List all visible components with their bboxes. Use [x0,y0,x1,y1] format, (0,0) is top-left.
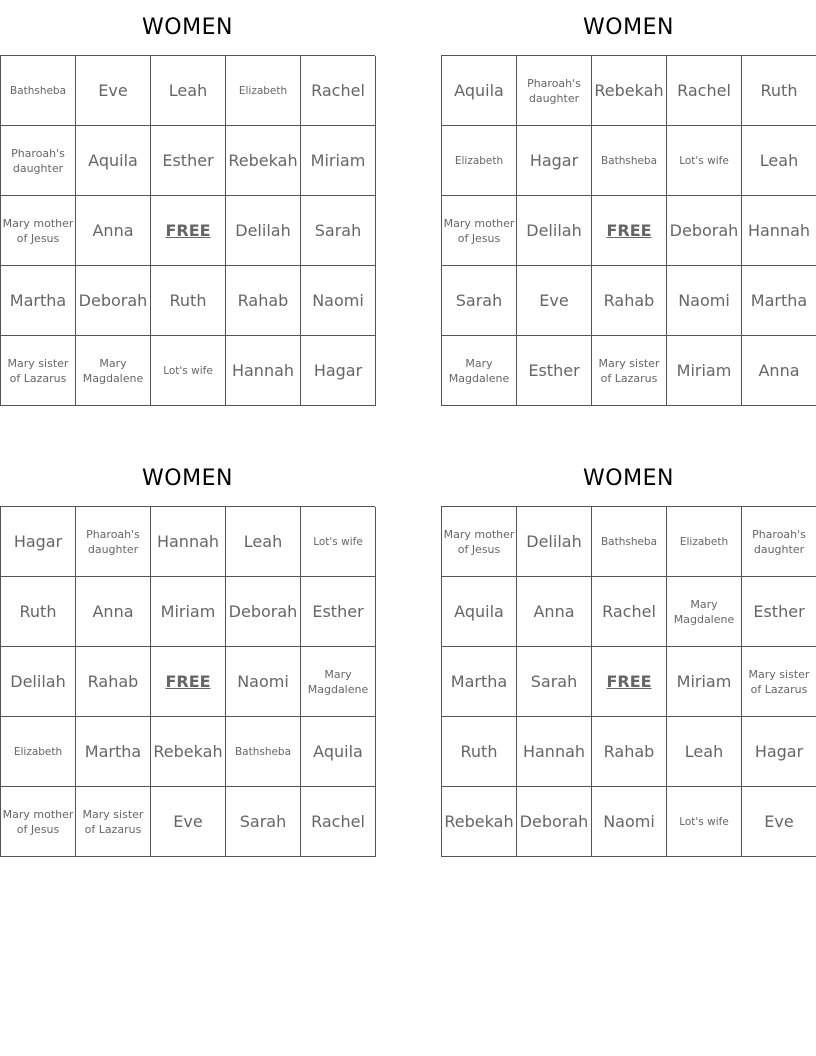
bingo-cell-label: Elizabeth [454,154,504,167]
bingo-cell [517,266,592,336]
bingo-cell-label: Naomi [312,291,364,310]
bingo-cell [592,577,667,647]
bingo-cell-label: Bathsheba [600,535,658,548]
bingo-cell-label: Lot's wife [679,154,729,167]
bingo-cell [76,577,151,647]
free-space-label: FREE [165,221,211,240]
bingo-cell [226,577,301,647]
bingo-cell [226,507,301,577]
bingo-cell [151,336,226,406]
bingo-cell-label: Lot's wife [163,364,213,377]
bingo-cell-label: Anna [758,361,800,380]
card-title: WOMEN [583,15,674,40]
bingo-cell-label: Anna [92,221,134,240]
bingo-cell [442,336,517,406]
bingo-cell [742,126,816,196]
bingo-cell-label: Naomi [678,291,730,310]
free-space [151,196,226,266]
bingo-cell [667,266,742,336]
bingo-cell [76,787,151,857]
bingo-cell-label: Miriam [676,672,732,691]
bingo-cell-label: Aquila [88,151,138,170]
bingo-cell [667,507,742,577]
bingo-cell-label: Miriam [676,361,732,380]
free-space-label: FREE [606,221,652,240]
bingo-cell-label: Sarah [455,291,503,310]
bingo-cell-label: Delilah [235,221,291,240]
bingo-cell-label: Mary mother of Jesus [443,216,515,245]
bingo-cell-label: Elizabeth [13,745,63,758]
bingo-cell [1,56,76,126]
bingo-cell [592,787,667,857]
bingo-cell [76,196,151,266]
bingo-cell [592,336,667,406]
bingo-cell-label: Pharoah's daughter [527,76,581,105]
bingo-cell-label: Rahab [237,291,289,310]
bingo-cell [226,196,301,266]
bingo-cell [742,56,816,126]
bingo-cell [667,647,742,717]
bingo-cell-label: Naomi [603,812,655,831]
bingo-cell-label: Martha [9,291,67,310]
bingo-cell [1,336,76,406]
bingo-cell-label: Sarah [530,672,578,691]
bingo-cell [592,507,667,577]
bingo-cell [301,787,376,857]
bingo-cell-label: Pharoah's daughter [11,146,65,175]
bingo-cell-label: Pharoah's daughter [752,527,806,556]
bingo-cell-label: Hannah [522,742,586,761]
bingo-cell-label: Mary sister of Lazarus [7,356,69,385]
bingo-cell [742,717,816,787]
bingo-cell [442,577,517,647]
bingo-cell-label: Sarah [239,812,287,831]
bingo-card-2 [441,0,816,406]
bingo-cell [667,56,742,126]
bingo-cell-label: Rebekah [444,812,514,831]
bingo-cell-label: Bathsheba [600,154,658,167]
bingo-cell [517,126,592,196]
bingo-cell [226,787,301,857]
bingo-cell-label: Deborah [228,602,298,621]
bingo-cell-label: Anna [92,602,134,621]
card-title: WOMEN [142,15,233,40]
bingo-cell-label: Pharoah's daughter [86,527,140,556]
bingo-cell-label: Mary Magdalene [307,667,369,696]
bingo-cell [1,577,76,647]
bingo-cell [151,717,226,787]
bingo-card-4 [441,451,816,857]
bingo-cell-label: Rachel [311,81,365,100]
bingo-cell-label: Bathsheba [9,84,67,97]
bingo-cell [76,56,151,126]
bingo-cell [301,266,376,336]
bingo-cell [667,126,742,196]
bingo-cell-label: Eve [764,812,794,831]
bingo-cell [1,126,76,196]
bingo-cell-label: Rebekah [594,81,664,100]
bingo-cell [226,647,301,717]
bingo-cell-label: Esther [753,602,805,621]
bingo-cell-label: Martha [750,291,808,310]
bingo-cell-label: Ruth [169,291,207,310]
bingo-cell-label: Hannah [156,532,220,551]
bingo-cell-label: Leah [168,81,208,100]
bingo-cell-label: Mary Magdalene [82,356,144,385]
bingo-cell-label: Mary mother of Jesus [443,527,515,556]
bingo-cell-label: Rahab [603,742,655,761]
bingo-cell-label: Esther [162,151,214,170]
bingo-cell-label: Leah [684,742,724,761]
bingo-cell [442,787,517,857]
bingo-cell [301,577,376,647]
bingo-cell [442,717,517,787]
bingo-cell-label: Delilah [526,221,582,240]
bingo-grid [0,506,375,857]
bingo-card-3 [0,451,375,857]
bingo-cell-label: Eve [539,291,569,310]
bingo-cell-label: Mary Magdalene [673,597,735,626]
bingo-cell [592,126,667,196]
bingo-cell-label: Hagar [13,532,63,551]
bingo-cell [151,577,226,647]
bingo-card-1 [0,0,375,406]
bingo-cell-label: Rachel [311,812,365,831]
bingo-cell [517,196,592,266]
bingo-cell-label: Mary sister of Lazarus [82,807,144,836]
bingo-cell [742,266,816,336]
bingo-cell [442,196,517,266]
bingo-cell [301,717,376,787]
bingo-cell [151,266,226,336]
bingo-cell [667,577,742,647]
bingo-cell [76,507,151,577]
bingo-cell-label: Ruth [460,742,498,761]
bingo-cell-label: Rebekah [228,151,298,170]
bingo-cell-label: Deborah [78,291,148,310]
bingo-cell [301,56,376,126]
bingo-cell-label: Leah [243,532,283,551]
bingo-cell [442,56,517,126]
bingo-cell-label: Miriam [160,602,216,621]
bingo-cell [517,336,592,406]
bingo-grid [441,55,816,406]
bingo-cell [151,787,226,857]
bingo-cell-label: Hagar [754,742,804,761]
bingo-cell-label: Aquila [454,602,504,621]
bingo-cell [517,56,592,126]
bingo-cell [742,196,816,266]
bingo-cell-label: Anna [533,602,575,621]
bingo-cell [742,336,816,406]
bingo-cell [226,56,301,126]
bingo-cell [1,196,76,266]
bingo-cell-label: Delilah [526,532,582,551]
bingo-cell [226,336,301,406]
bingo-cell-label: Hannah [231,361,295,380]
bingo-cell-label: Leah [759,151,799,170]
bingo-cell [1,266,76,336]
bingo-cell [301,507,376,577]
bingo-cell [226,717,301,787]
bingo-cell-label: Aquila [454,81,504,100]
bingo-cell [742,577,816,647]
bingo-cell [742,787,816,857]
bingo-cell [517,647,592,717]
bingo-cell-label: Miriam [310,151,366,170]
bingo-cell [1,787,76,857]
bingo-cell-label: Hannah [747,221,811,240]
bingo-cell [517,577,592,647]
bingo-cell-label: Elizabeth [679,535,729,548]
bingo-cell-label: Ruth [19,602,57,621]
bingo-cell-label: Delilah [10,672,66,691]
bingo-grid [0,55,375,406]
bingo-cell [151,507,226,577]
bingo-cell-label: Sarah [314,221,362,240]
bingo-cell [76,126,151,196]
bingo-cell [301,196,376,266]
bingo-cell [226,126,301,196]
bingo-cell [1,507,76,577]
bingo-cell [76,647,151,717]
bingo-cell [76,336,151,406]
bingo-cell [592,56,667,126]
bingo-cell [1,717,76,787]
bingo-cell-label: Eve [173,812,203,831]
bingo-cell [742,647,816,717]
bingo-cell-label: Aquila [313,742,363,761]
bingo-cell-label: Mary mother of Jesus [2,807,74,836]
bingo-cell [517,507,592,577]
bingo-cell-label: Rahab [603,291,655,310]
bingo-cell-label: Ruth [760,81,798,100]
card-title: WOMEN [583,466,674,491]
free-space-label: FREE [606,672,652,691]
bingo-cell-label: Esther [312,602,364,621]
bingo-cell [442,266,517,336]
free-space [592,196,667,266]
bingo-cell-label: Deborah [519,812,589,831]
free-space [151,647,226,717]
bingo-cell [592,266,667,336]
free-space-label: FREE [165,672,211,691]
bingo-cell [1,647,76,717]
bingo-cell [301,336,376,406]
bingo-cell [442,126,517,196]
free-space [592,647,667,717]
bingo-cell-label: Naomi [237,672,289,691]
bingo-cell-label: Hagar [529,151,579,170]
bingo-cell [667,787,742,857]
bingo-cell [667,196,742,266]
bingo-cell [76,717,151,787]
bingo-cell [301,126,376,196]
bingo-cell [667,717,742,787]
bingo-cell [442,647,517,717]
bingo-cell-label: Rahab [87,672,139,691]
card-title: WOMEN [142,466,233,491]
bingo-cell-label: Elizabeth [238,84,288,97]
bingo-cell-label: Hagar [313,361,363,380]
bingo-cell-label: Martha [450,672,508,691]
bingo-cell [592,717,667,787]
bingo-cell-label: Lot's wife [313,535,363,548]
bingo-cell-label: Mary Magdalene [448,356,510,385]
bingo-cell-label: Esther [528,361,580,380]
bingo-cell [151,126,226,196]
bingo-cell [301,647,376,717]
bingo-cell [151,56,226,126]
bingo-cell-label: Eve [98,81,128,100]
bingo-cell-label: Mary sister of Lazarus [598,356,660,385]
bingo-cell-label: Martha [84,742,142,761]
bingo-cell-label: Mary sister of Lazarus [748,667,810,696]
bingo-cell [667,336,742,406]
bingo-cell-label: Deborah [669,221,739,240]
bingo-cell [76,266,151,336]
bingo-cell-label: Rachel [602,602,656,621]
bingo-cell [226,266,301,336]
bingo-cell-label: Rachel [677,81,731,100]
bingo-cell [442,507,517,577]
bingo-cell-label: Mary mother of Jesus [2,216,74,245]
bingo-cell-label: Lot's wife [679,815,729,828]
bingo-grid [441,506,816,857]
bingo-cell-label: Bathsheba [234,745,292,758]
bingo-cell [517,717,592,787]
bingo-cell [742,507,816,577]
bingo-cell-label: Rebekah [153,742,223,761]
bingo-cell [517,787,592,857]
